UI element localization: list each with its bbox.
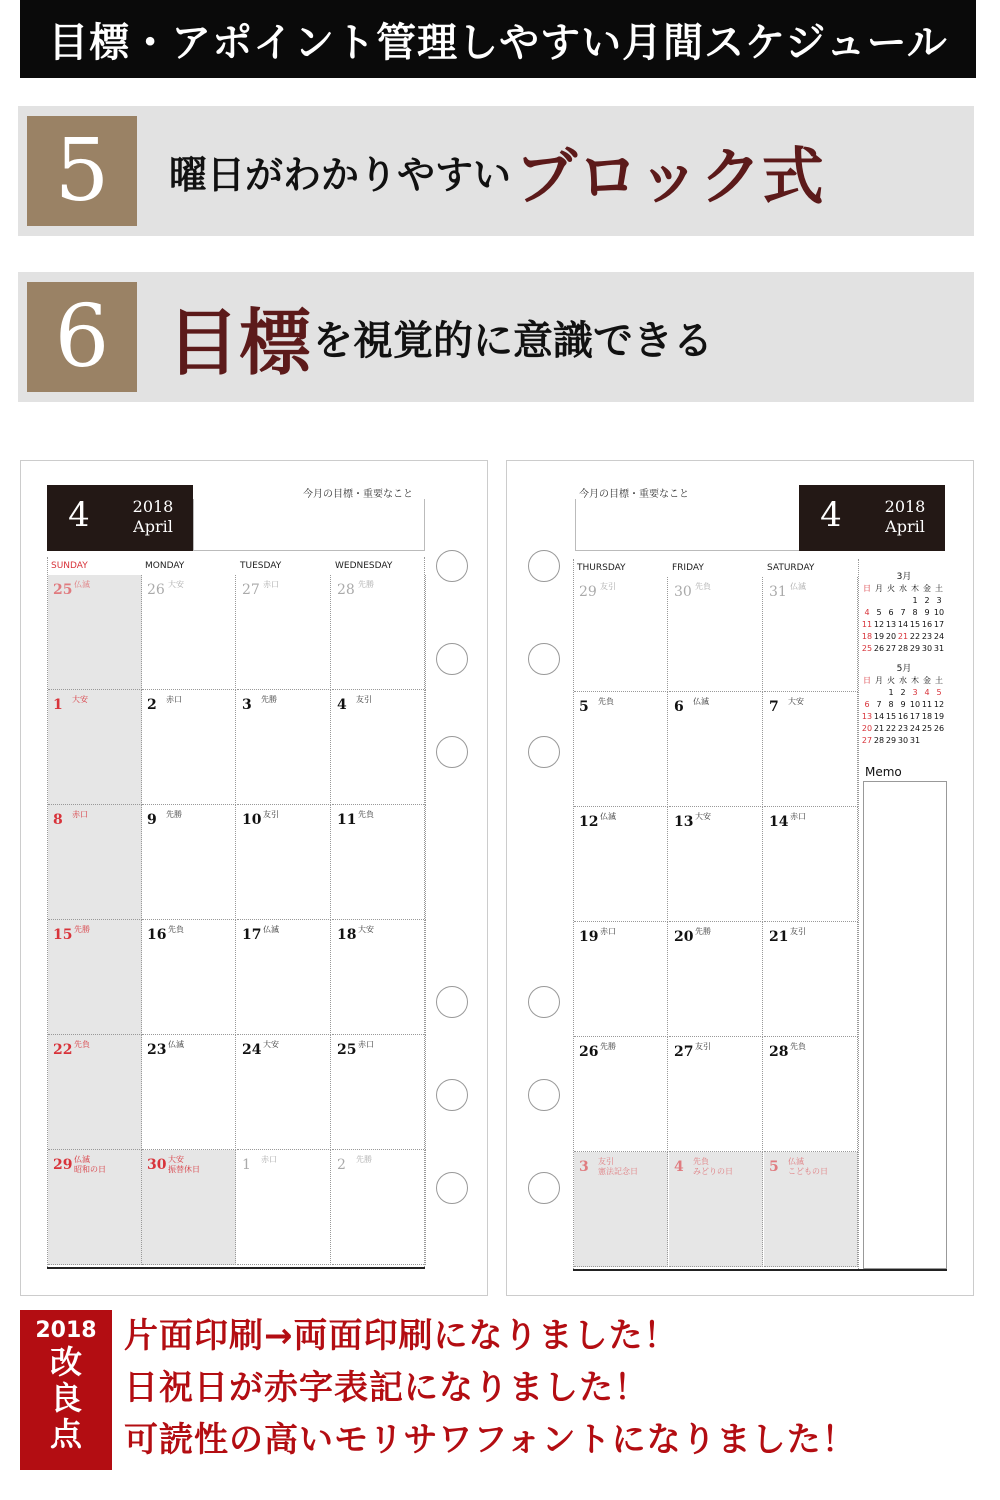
day-number: 3 — [242, 697, 252, 713]
day-cell[interactable] — [48, 920, 142, 1035]
punch-hole — [528, 736, 560, 768]
punch-hole — [528, 1079, 560, 1111]
day-number: 4 — [674, 1159, 684, 1175]
calendar-grid-left — [47, 557, 425, 1267]
mini-day: 10 — [909, 700, 921, 709]
year-label — [875, 497, 935, 537]
day-number: 17 — [242, 927, 262, 943]
rokuyo-label: 大安 — [72, 695, 88, 704]
mini-day: 6 — [888, 608, 894, 617]
mini-day: 17 — [909, 712, 921, 721]
day-cell[interactable] — [669, 1152, 763, 1267]
day-cell[interactable] — [574, 577, 668, 692]
rokuyo-label: 先負 — [598, 697, 614, 706]
mini-day: 26 — [933, 724, 945, 733]
punch-hole — [436, 736, 468, 768]
day-number: 11 — [337, 812, 357, 828]
weekday-sunday: SUNDAY — [51, 561, 88, 571]
day-number: 5 — [769, 1159, 779, 1175]
mini-week-row — [861, 631, 947, 643]
mini-day: 21 — [873, 724, 885, 733]
day-cell[interactable] — [764, 922, 858, 1037]
planner-page-right — [506, 460, 974, 1296]
mini-day: 26 — [873, 644, 885, 653]
mini-week-row — [861, 711, 947, 723]
day-number: 1 — [242, 1157, 251, 1173]
mini-day: 1 — [888, 688, 894, 697]
mini-day: 18 — [921, 712, 933, 721]
mini-weekday-row — [861, 675, 947, 687]
weekday-monday: MONDAY — [145, 561, 185, 571]
memo-label: Memo — [865, 765, 902, 779]
day-number: 25 — [53, 582, 73, 598]
punch-hole — [436, 986, 468, 1018]
month-number: 4 — [68, 495, 90, 535]
day-cell[interactable] — [764, 1037, 858, 1152]
rokuyo-label: 友引 — [790, 927, 806, 936]
day-cell[interactable] — [48, 1150, 142, 1265]
rokuyo-label: 赤口 — [600, 927, 616, 936]
feature-number: 5 — [27, 116, 137, 226]
rokuyo-label: 先勝 — [356, 1155, 372, 1164]
day-number: 28 — [337, 582, 355, 598]
mini-day: 25 — [861, 644, 873, 653]
weekday-header — [574, 559, 858, 577]
day-number: 18 — [337, 927, 357, 943]
badge-year: 2018 — [35, 1318, 97, 1343]
goal-box[interactable] — [193, 499, 425, 551]
mini-day: 25 — [921, 724, 933, 733]
day-number: 28 — [769, 1044, 789, 1060]
mini-calendar-march — [861, 571, 947, 655]
day-cell[interactable] — [669, 692, 763, 807]
day-cell[interactable] — [142, 1035, 236, 1150]
mini-day: 22 — [885, 724, 897, 733]
day-number: 29 — [579, 584, 597, 600]
day-cell[interactable] — [237, 690, 331, 805]
mini-day: 2 — [900, 688, 906, 697]
mini-day: 9 — [900, 700, 906, 709]
mini-day: 21 — [897, 632, 909, 641]
mini-week-row — [861, 607, 947, 619]
rokuyo-label: 先負 — [358, 810, 374, 819]
rokuyo-label: 赤口 — [72, 810, 88, 819]
punch-hole — [528, 643, 560, 675]
improvement-item: 片面印刷→両面印刷になりました！ — [124, 1316, 679, 1356]
mini-day: 10 — [933, 608, 945, 617]
mini-day: 5 — [936, 688, 942, 697]
mini-day: 30 — [921, 644, 933, 653]
mini-day: 8 — [912, 608, 918, 617]
mini-day: 火 — [887, 676, 895, 685]
mini-day: 1 — [912, 596, 918, 605]
day-cell[interactable] — [764, 1152, 858, 1267]
rokuyo-label: 赤口 — [358, 1040, 374, 1049]
mini-day: 9 — [924, 608, 930, 617]
day-cell[interactable] — [332, 575, 426, 690]
mini-week-row — [861, 699, 947, 711]
day-cell[interactable] — [237, 805, 331, 920]
day-number: 23 — [147, 1042, 167, 1058]
day-cell[interactable] — [764, 807, 858, 922]
rokuyo-label: 大安 — [358, 925, 374, 934]
weekday-saturday: SATURDAY — [767, 563, 815, 573]
year: 2018 — [884, 497, 926, 516]
rokuyo-label: 仏滅 — [74, 580, 90, 589]
mini-day: 15 — [909, 620, 921, 629]
mini-day: 水 — [899, 676, 907, 685]
month-number: 4 — [820, 495, 842, 535]
mini-day: 金 — [923, 584, 931, 593]
rokuyo-label: 先勝 — [261, 695, 277, 704]
day-number: 30 — [674, 584, 692, 600]
mini-day: 22 — [909, 632, 921, 641]
weekday-header — [48, 557, 424, 575]
rokuyo-label: 先勝 — [358, 580, 374, 589]
day-number: 3 — [579, 1159, 589, 1175]
mini-day: 7 — [900, 608, 906, 617]
mini-day — [897, 595, 909, 607]
day-cell[interactable] — [332, 805, 426, 920]
day-cell[interactable] — [764, 577, 858, 692]
day-number: 4 — [337, 697, 347, 713]
mini-week-row — [861, 643, 947, 655]
mini-day: 16 — [897, 712, 909, 721]
grid-bottom-rule — [47, 1267, 425, 1269]
rokuyo-label: 友引 — [263, 810, 279, 819]
day-number: 13 — [674, 814, 694, 830]
mini-day: 4 — [864, 608, 870, 617]
rokuyo-label: 先負 — [790, 1042, 806, 1051]
rokuyo-label: 友引 憲法記念日 — [598, 1157, 638, 1176]
mini-day: 19 — [873, 632, 885, 641]
mini-day: 14 — [873, 712, 885, 721]
day-number: 21 — [769, 929, 789, 945]
mini-day — [873, 595, 885, 607]
day-cell[interactable] — [48, 805, 142, 920]
day-number: 5 — [579, 699, 589, 715]
day-cell[interactable] — [764, 692, 858, 807]
day-number: 24 — [242, 1042, 262, 1058]
rokuyo-label: 仏滅 — [790, 582, 806, 591]
mini-day: 4 — [924, 688, 930, 697]
mini-day: 31 — [933, 644, 945, 653]
rokuyo-label: 先勝 — [74, 925, 90, 934]
rokuyo-label: 仏滅 昭和の日 — [74, 1155, 106, 1174]
day-number: 2 — [147, 697, 157, 713]
rokuyo-label: 仏滅 こどもの日 — [788, 1157, 828, 1176]
day-cell[interactable] — [574, 692, 668, 807]
mini-day: 23 — [897, 724, 909, 733]
punch-hole — [436, 1079, 468, 1111]
mini-day — [885, 595, 897, 607]
punch-hole — [436, 1172, 468, 1204]
rokuyo-label: 赤口 — [166, 695, 182, 704]
weekday-thursday: THURSDAY — [577, 563, 626, 573]
mini-day: 20 — [885, 632, 897, 641]
day-cell[interactable] — [237, 920, 331, 1035]
mini-day: 13 — [885, 620, 897, 629]
day-cell[interactable] — [142, 920, 236, 1035]
mini-day: 16 — [921, 620, 933, 629]
day-cell[interactable] — [332, 1035, 426, 1150]
mini-day: 30 — [897, 736, 909, 745]
mini-week-row — [861, 595, 947, 607]
rokuyo-label: 仏滅 — [693, 697, 709, 706]
year: 2018 — [132, 497, 174, 516]
day-cell[interactable] — [48, 1035, 142, 1150]
day-number: 6 — [674, 699, 684, 715]
day-cell[interactable] — [237, 1035, 331, 1150]
mini-day: 12 — [873, 620, 885, 629]
day-cell[interactable] — [669, 1037, 763, 1152]
day-number: 14 — [769, 814, 789, 830]
day-number: 12 — [579, 814, 599, 830]
day-number: 19 — [579, 929, 599, 945]
day-number: 2 — [337, 1157, 346, 1173]
rokuyo-label: 赤口 — [790, 812, 806, 821]
day-number: 31 — [769, 584, 787, 600]
feature-highlight: ブロック式 — [515, 139, 824, 213]
mini-day: 27 — [861, 736, 873, 745]
mini-day: 14 — [897, 620, 909, 629]
day-cell[interactable] — [669, 577, 763, 692]
rokuyo-label: 赤口 — [263, 580, 279, 589]
day-cell[interactable] — [48, 575, 142, 690]
mini-week-row — [861, 735, 947, 747]
day-cell[interactable] — [669, 807, 763, 922]
rokuyo-label: 先勝 — [695, 927, 711, 936]
mini-day: 18 — [861, 632, 873, 641]
mini-day: 火 — [887, 584, 895, 593]
mini-day — [933, 735, 945, 747]
day-cell[interactable] — [332, 690, 426, 805]
mini-day: 13 — [861, 712, 873, 721]
feature-highlight: 目標 — [167, 301, 312, 385]
punch-hole — [528, 550, 560, 582]
rokuyo-label: 先負 — [168, 925, 184, 934]
feature-text: を視覚的に意識できる — [313, 317, 714, 364]
day-number: 9 — [147, 812, 157, 828]
rokuyo-label: 仏滅 — [600, 812, 616, 821]
day-number: 27 — [674, 1044, 694, 1060]
day-number: 30 — [147, 1157, 167, 1173]
month-name: April — [133, 517, 173, 536]
feature-text: 曜日がわかりやすい — [169, 152, 512, 197]
feature-number: 6 — [27, 282, 137, 392]
mini-day: 27 — [885, 644, 897, 653]
day-number: 20 — [674, 929, 694, 945]
rokuyo-label: 大安 — [695, 812, 711, 821]
mini-day: 23 — [921, 632, 933, 641]
weekday-tuesday: TUESDAY — [240, 561, 282, 571]
punch-hole — [436, 643, 468, 675]
mini-week-row — [861, 687, 947, 699]
mini-day: 20 — [861, 724, 873, 733]
day-cell[interactable] — [332, 920, 426, 1035]
goal-label: 今月の目標・重要なこと — [303, 489, 413, 500]
mini-calendar-title: 5月 — [896, 664, 912, 674]
goal-box[interactable] — [575, 499, 801, 551]
mini-day: 日 — [863, 676, 871, 685]
day-number: 27 — [242, 582, 260, 598]
mini-day: 月 — [875, 676, 883, 685]
mini-day: 15 — [885, 712, 897, 721]
day-cell[interactable] — [574, 807, 668, 922]
calendar-grid-right — [573, 559, 859, 1269]
rokuyo-label: 友引 — [695, 1042, 711, 1051]
day-number: 22 — [53, 1042, 73, 1058]
day-cell[interactable] — [142, 1150, 236, 1265]
punch-hole — [528, 986, 560, 1018]
planner-page-left — [20, 460, 488, 1296]
mini-day — [873, 687, 885, 699]
mini-calendar-may — [861, 663, 947, 747]
improvement-item: 日祝日が赤字表記になりました！ — [124, 1368, 649, 1408]
mini-week-row — [861, 619, 947, 631]
weekday-friday: FRIDAY — [672, 563, 704, 573]
rokuyo-label: 仏滅 — [168, 1040, 184, 1049]
mini-weekday-row — [861, 583, 947, 595]
rokuyo-label: 先勝 — [166, 810, 182, 819]
mini-day: 月 — [875, 584, 883, 593]
goal-label: 今月の目標・重要なこと — [579, 489, 689, 500]
mini-day: 土 — [935, 584, 943, 593]
mini-day: 19 — [933, 712, 945, 721]
month-box — [799, 485, 945, 551]
day-number: 10 — [242, 812, 262, 828]
mini-day — [861, 595, 873, 607]
rokuyo-label: 友引 — [600, 582, 616, 591]
mini-day: 3 — [912, 688, 918, 697]
rokuyo-label: 仏滅 — [263, 925, 279, 934]
day-number: 26 — [147, 582, 165, 598]
mini-day: 6 — [864, 700, 870, 709]
day-cell[interactable] — [237, 575, 331, 690]
day-cell[interactable] — [142, 575, 236, 690]
mini-day: 日 — [863, 584, 871, 593]
improvement-item: 可読性の高いモリサワフォントになりました！ — [124, 1420, 857, 1460]
mini-day: 2 — [924, 596, 930, 605]
page-header: 目標・アポイント管理しやすい月間スケジュール — [20, 0, 976, 78]
mini-day: 11 — [921, 700, 933, 709]
day-number: 7 — [769, 699, 779, 715]
month-name: April — [885, 517, 925, 536]
day-cell[interactable] — [142, 690, 236, 805]
year-label — [123, 497, 183, 537]
day-cell[interactable] — [332, 1150, 426, 1265]
day-number: 25 — [337, 1042, 357, 1058]
punch-hole — [436, 550, 468, 582]
grid-bottom-rule — [573, 1269, 947, 1271]
rokuyo-label: 先負 — [74, 1040, 90, 1049]
day-cell[interactable] — [574, 1152, 668, 1267]
rokuyo-label: 大安 — [263, 1040, 279, 1049]
mini-day: 木 — [911, 584, 919, 593]
mini-day: 12 — [933, 700, 945, 709]
day-cell[interactable] — [142, 805, 236, 920]
day-cell[interactable] — [574, 922, 668, 1037]
mini-day: 11 — [861, 620, 873, 629]
day-cell[interactable] — [237, 1150, 331, 1265]
memo-box[interactable] — [863, 781, 947, 1269]
rokuyo-label: 大安 — [168, 580, 184, 589]
day-number: 15 — [53, 927, 73, 943]
punch-hole — [528, 1172, 560, 1204]
rokuyo-label: 大安 振替休日 — [168, 1155, 200, 1174]
mini-day — [921, 735, 933, 747]
mini-day: 24 — [933, 632, 945, 641]
mini-day: 水 — [899, 584, 907, 593]
mini-day: 28 — [873, 736, 885, 745]
mini-day: 8 — [888, 700, 894, 709]
improvement-list — [124, 1310, 984, 1466]
mini-day: 7 — [876, 700, 882, 709]
rokuyo-label: 大安 — [788, 697, 804, 706]
mini-day: 24 — [909, 724, 921, 733]
day-cell[interactable] — [48, 690, 142, 805]
mini-day — [861, 687, 873, 699]
mini-day: 29 — [885, 736, 897, 745]
badge-char: 点 — [49, 1415, 82, 1453]
day-number: 26 — [579, 1044, 599, 1060]
day-cell[interactable] — [574, 1037, 668, 1152]
mini-day: 31 — [909, 736, 921, 745]
mini-day: 29 — [909, 644, 921, 653]
day-number: 29 — [53, 1157, 73, 1173]
improvement-badge — [20, 1310, 112, 1470]
mini-day: 3 — [936, 596, 942, 605]
day-number: 1 — [53, 697, 63, 713]
month-box — [47, 485, 193, 551]
weekday-wednesday: WEDNESDAY — [335, 561, 393, 571]
mini-week-row — [861, 723, 947, 735]
mini-day: 28 — [897, 644, 909, 653]
day-number: 8 — [53, 812, 63, 828]
mini-day: 17 — [933, 620, 945, 629]
feature-6-banner — [18, 272, 974, 402]
mini-day: 土 — [935, 676, 943, 685]
rokuyo-label: 先負 — [695, 582, 711, 591]
feature-5-banner — [18, 106, 974, 236]
mini-day: 木 — [911, 676, 919, 685]
rokuyo-label: 先負 みどりの日 — [693, 1157, 733, 1176]
day-number: 16 — [147, 927, 167, 943]
rokuyo-label: 赤口 — [261, 1155, 277, 1164]
mini-day: 5 — [876, 608, 882, 617]
rokuyo-label: 友引 — [356, 695, 372, 704]
rokuyo-label: 先勝 — [600, 1042, 616, 1051]
day-cell[interactable] — [669, 922, 763, 1037]
badge-char: 改 — [49, 1343, 82, 1381]
mini-day: 金 — [923, 676, 931, 685]
mini-calendar-title: 3月 — [896, 572, 912, 582]
badge-char: 良 — [49, 1379, 82, 1417]
